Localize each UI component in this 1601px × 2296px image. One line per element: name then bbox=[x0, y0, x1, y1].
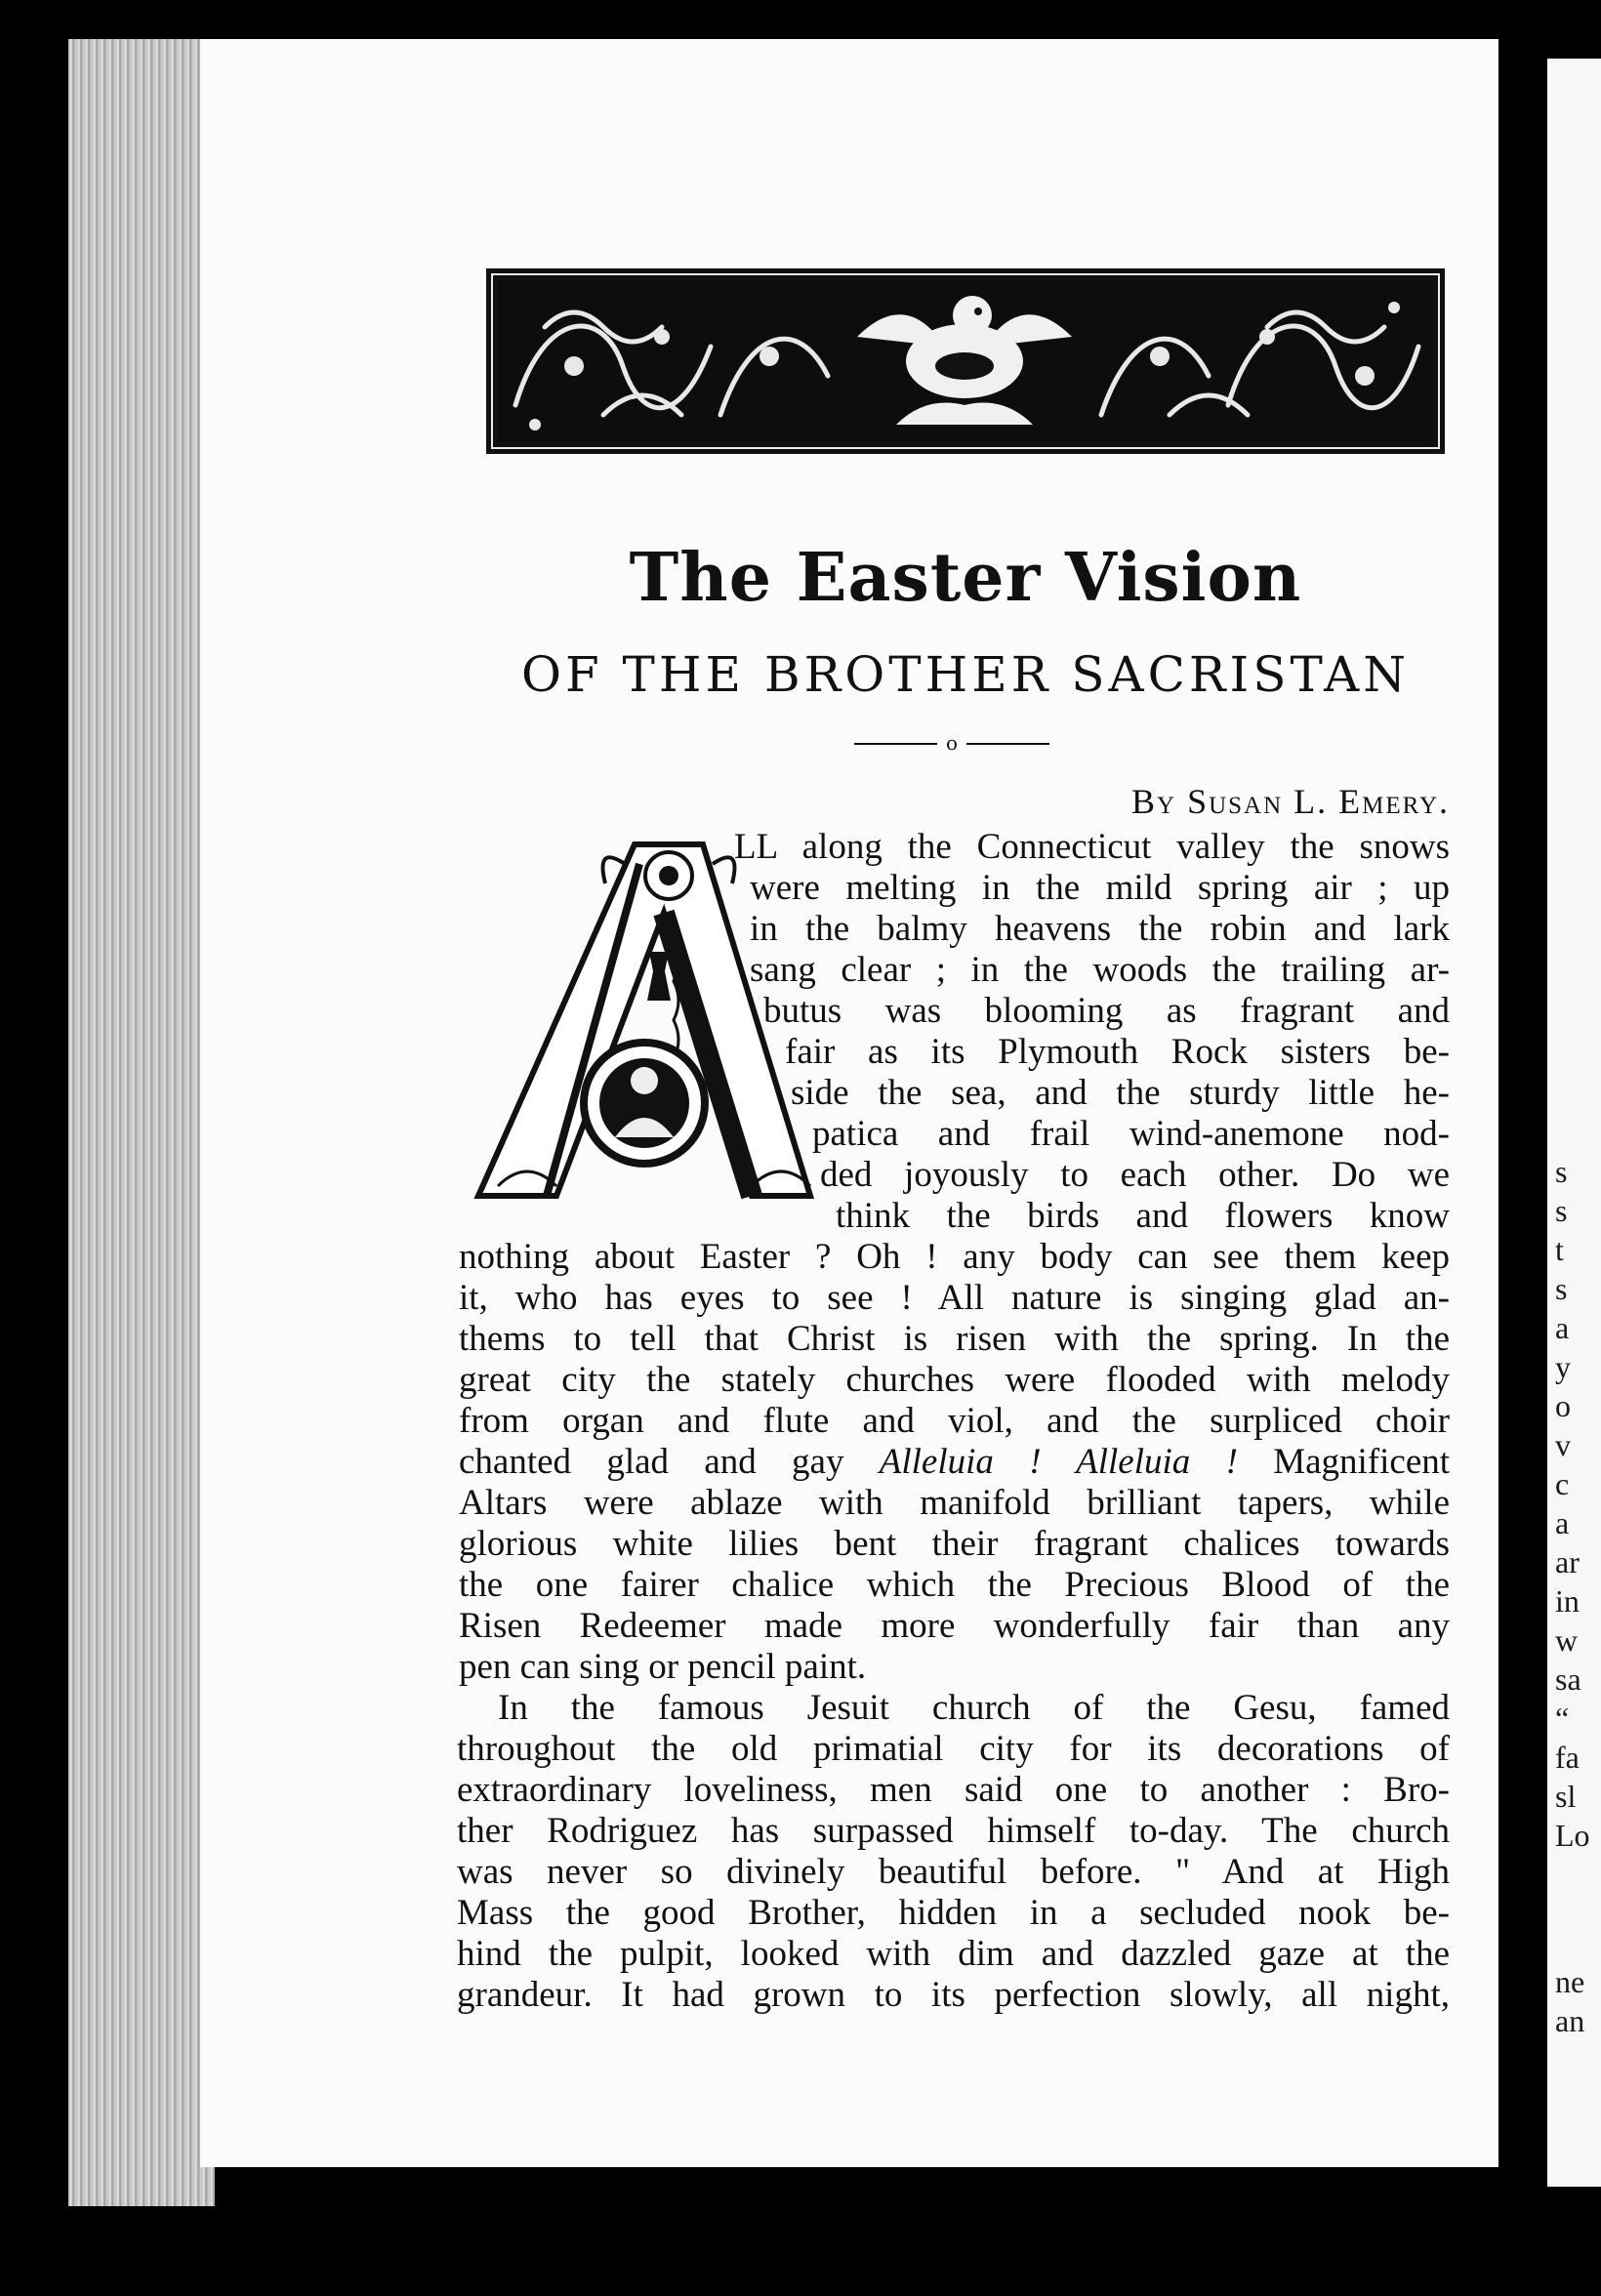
body-text-line: from organ and flute and viol, and the surpliced choir bbox=[459, 1401, 1450, 1441]
line-end: Magnificent bbox=[1273, 1442, 1451, 1482]
facing-page-text: in bbox=[1555, 1583, 1580, 1619]
body-text-line: ther Rodriguez has surpassed himself to-day. The church bbox=[457, 1811, 1450, 1851]
facing-page-text: an bbox=[1555, 2003, 1585, 2038]
facing-page-text: sa bbox=[1555, 1661, 1581, 1697]
facing-page-fragment bbox=[1547, 59, 1601, 2187]
body-text-line: glorious white lilies bent their fragrant chalices towards bbox=[459, 1524, 1450, 1564]
alleluia-italic: Alleluia ! Alleluia ! bbox=[879, 1442, 1238, 1482]
facing-page-text: s bbox=[1555, 1193, 1568, 1228]
body-text-line: nothing about Easter ? Oh ! any body can see them keep bbox=[459, 1237, 1450, 1277]
body-text-line: think the birds and flowers know bbox=[836, 1196, 1450, 1236]
body-text-line: sang clear ; in the woods the trailing ar- bbox=[750, 950, 1450, 990]
body-text-line: Mass the good Brother, hidden in a secluded nook be- bbox=[457, 1893, 1450, 1933]
facing-page-text: “ bbox=[1555, 1701, 1570, 1736]
article-subtitle: OF THE BROTHER SACRISTAN bbox=[520, 646, 1411, 703]
body-text-line-with-italic bbox=[459, 1443, 1450, 1482]
facing-page-text: ar bbox=[1555, 1544, 1580, 1579]
facing-page-text: y bbox=[1555, 1349, 1571, 1384]
facing-page-text: a bbox=[1555, 1310, 1570, 1345]
body-text-line: it, who has eyes to see ! All nature is singing glad an- bbox=[459, 1278, 1450, 1318]
ornamental-header-banner bbox=[486, 268, 1445, 454]
author-byline: By Susan L. Emery. bbox=[1131, 782, 1450, 821]
body-text-line: was never so divinely beautiful before. " And at High bbox=[457, 1852, 1450, 1892]
line-start: chanted glad and gay bbox=[459, 1442, 844, 1482]
facing-page-text: fa bbox=[1555, 1740, 1580, 1775]
book-page-edges bbox=[68, 39, 215, 2206]
facing-page-text: a bbox=[1555, 1505, 1570, 1540]
body-text-line: extraordinary loveliness, men said one to another : Bro- bbox=[457, 1770, 1450, 1810]
body-text-line: grandeur. It had grown to its perfection slowly, all night, bbox=[457, 1975, 1450, 2015]
body-text-line: Altars were ablaze with manifold brilliant tapers, while bbox=[459, 1483, 1450, 1523]
body-text-line: Risen Redeemer made more wonderfully fair than any bbox=[459, 1606, 1450, 1646]
facing-page-text: c bbox=[1555, 1466, 1570, 1501]
title-separator bbox=[854, 734, 1049, 754]
body-text-line: patica and frail wind-anemone nod- bbox=[812, 1114, 1450, 1154]
body-text-line: the one fairer chalice which the Precious Blood of the bbox=[459, 1565, 1450, 1605]
facing-page-text: sl bbox=[1555, 1779, 1577, 1814]
body-text-line: LL along the Connecticut valley the snows bbox=[734, 827, 1450, 867]
facing-page-text: s bbox=[1555, 1271, 1568, 1306]
facing-page-text: ne bbox=[1555, 1964, 1585, 1999]
body-text-line: great city the stately churches were flooded with melody bbox=[459, 1360, 1450, 1400]
facing-page-text: v bbox=[1555, 1427, 1571, 1462]
body-text-line: were melting in the mild spring air ; up bbox=[750, 868, 1450, 908]
facing-page-text: t bbox=[1555, 1232, 1564, 1267]
facing-page-text: s bbox=[1555, 1154, 1568, 1189]
facing-page-text: Lo bbox=[1555, 1818, 1590, 1853]
article-title: The Easter Vision bbox=[629, 539, 1302, 617]
facing-page-text: o bbox=[1555, 1388, 1571, 1423]
separator-glyph: o bbox=[945, 734, 959, 754]
body-text-line: fair as its Plymouth Rock sisters be- bbox=[785, 1032, 1450, 1072]
body-text-line: hind the pulpit, looked with dim and dazzled gaze at the bbox=[457, 1934, 1450, 1974]
body-text-line: butus was blooming as fragrant and bbox=[763, 991, 1450, 1031]
body-text-line: in the balmy heavens the robin and lark bbox=[750, 909, 1450, 949]
body-text-line: ded joyously to each other. Do we bbox=[820, 1155, 1450, 1195]
facing-page-text: w bbox=[1555, 1622, 1579, 1658]
body-text-line: In the famous Jesuit church of the Gesu, famed bbox=[498, 1688, 1450, 1728]
body-text-line: thems to tell that Christ is risen with the spring. In the bbox=[459, 1319, 1450, 1359]
body-text-line: pen can sing or pencil paint. bbox=[459, 1647, 867, 1687]
body-text-line: side the sea, and the sturdy little he- bbox=[791, 1073, 1450, 1113]
body-text-line: throughout the old primatial city for its decorations of bbox=[457, 1729, 1450, 1769]
